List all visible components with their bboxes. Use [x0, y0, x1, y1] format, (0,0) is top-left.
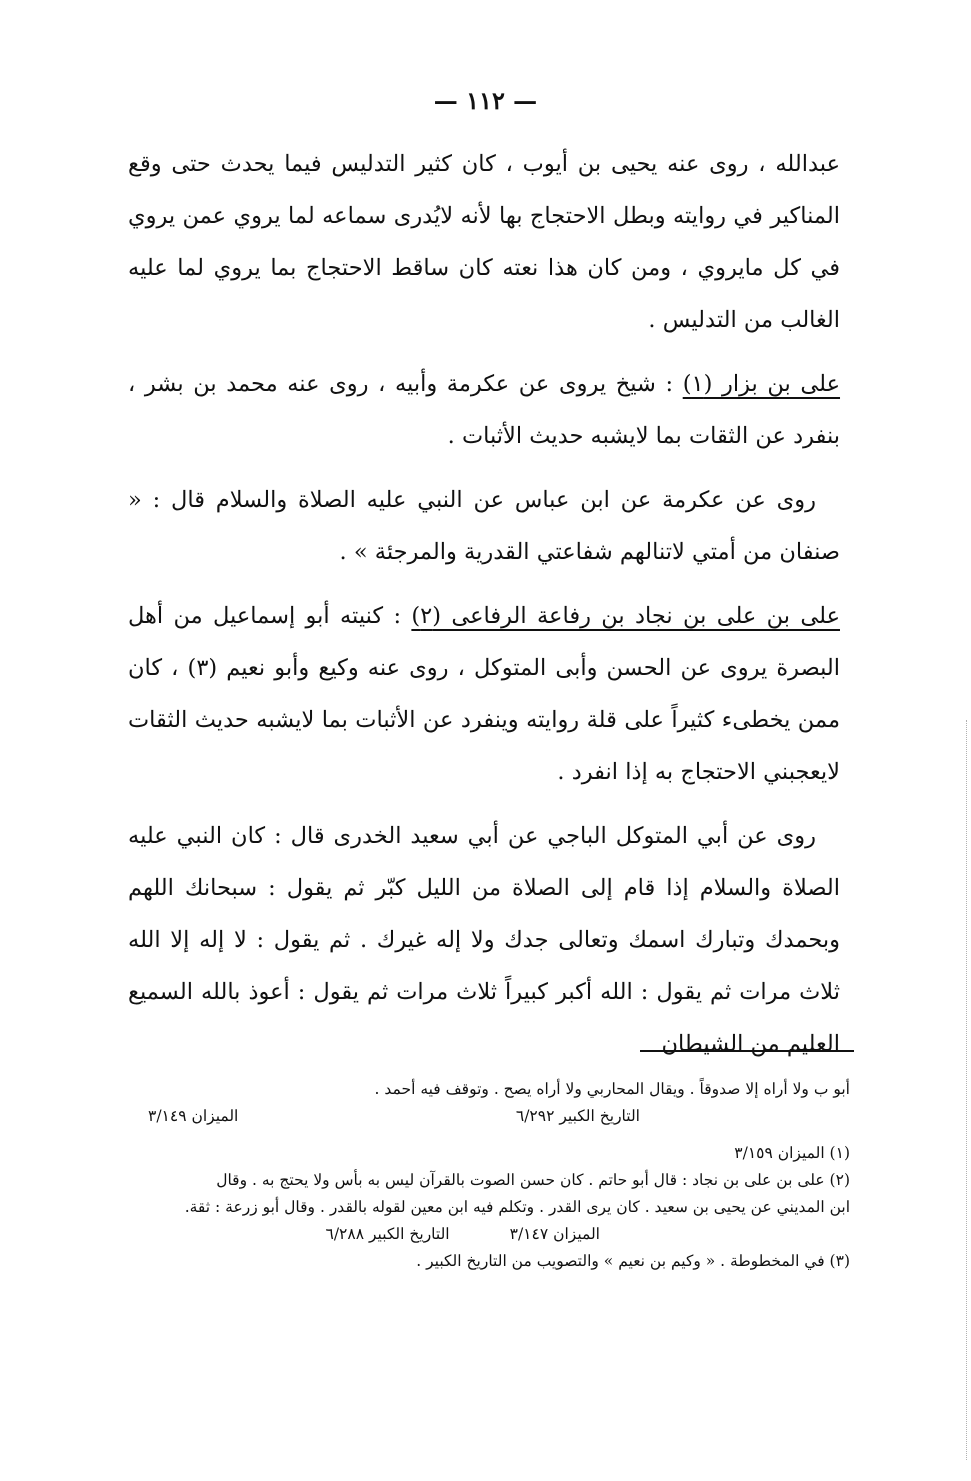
- paragraph-hadith-prayer: روى عن أبي المتوكل الباجي عن أبي سعيد الخدرى قال : كان النبي عليه الصلاة والسلام إذا قام إلى الصلاة من الليل كبّر ثم يقول : سبحانك اللهم وبحمدك وتبارك اسمك وتعالى جدك ولا إله غيرك . ثم يقول : لا إله إلا الله ثلاث مرات ثم يقول : الله أكبر كبيراً ثلاث مرات ثم يقول : أعوذ بالله السميع العليم من الشيطان: [128, 823, 840, 1057]
- footnote-divider: [640, 1050, 854, 1052]
- main-text: [128, 138, 840, 1082]
- entry-heading: على بن بزار (١): [682, 371, 841, 397]
- footnote-ref: التاريخ الكبير ٦/٢٨٨: [325, 1225, 450, 1243]
- entry-ali-bin-ali: [128, 590, 840, 798]
- footnote-1: (١) الميزان ٣/١٥٩: [734, 1144, 850, 1162]
- entry-heading: على بن على بن نجاد بن رفاعة الرفاعى (٢): [411, 603, 840, 629]
- footnote-3: (٣) في المخطوطة . « وكيم بن نعيم » والتصويب من التاريخ الكبير .: [416, 1252, 850, 1270]
- entry-continuation: بنفرد عن الثقات بما لايشبه حديث الأثبات .: [447, 423, 840, 449]
- paragraph-hadith-sinfan: روى عن عكرمة عن ابن عباس عن النبي عليه الصلاة والسلام قال : « صنفان من أمتي لاتنالهم شفاعتي القدرية والمرجئة » .: [128, 487, 840, 565]
- entry-text: : كنيته أبو إسماعيل من أهل البصرة: [128, 603, 840, 681]
- footnotes: [108, 1076, 850, 1275]
- paragraph-abdullah: عبدالله ، روى عنه يحيى بن أيوب ، كان كثير التدليس فيما يحدث حتى وقع المناكير في روايته وبطل الاحتجاج بها لأنه لايُدرى سماعه لما يروي عمن يروي في كل مايروي ، ومن كان هذا نعته كان ساقط الاحتجاج بما يروي لما عليه الغالب من التدليس .: [128, 151, 840, 333]
- footnote-2-line-2: ابن المديني عن يحيى بن سعيد . كان يرى القدر . وتكلم فيه ابن معين لقوله بالقدر . وقال أبو زرعة : ثقة.: [184, 1198, 850, 1216]
- footnote-carryover: أبو ب ولا أراه إلا صدوقاً . ويقال المحاربي ولا أراه يصح . وتوقف فيه أحمد .: [374, 1080, 850, 1098]
- footnote-carryover-refs: [108, 1103, 850, 1130]
- footnote-2-line-1: (٢) على بن على بن نجاد : قال أبو حاتم . كان حسن الصوت بالقرآن ليس به بأس ولا يحتج به . وقال: [216, 1171, 850, 1189]
- scan-edge-line: [966, 720, 967, 1460]
- footnote-ref: الميزان ٣/١٤٩: [148, 1107, 239, 1125]
- page-number: — ١١٢ —: [433, 86, 538, 115]
- footnote-2-refs: [108, 1221, 850, 1248]
- entry-ali-bin-bazzar: [128, 358, 840, 462]
- entry-text: : شيخ يروى عن عكرمة وأبيه ، روى عنه محمد بن بشر ،: [128, 371, 683, 397]
- footnote-ref: التاريخ الكبير ٦/٢٩٢: [515, 1107, 640, 1125]
- footnote-ref: الميزان ٣/١٤٧: [509, 1225, 600, 1243]
- entry-continuation: يروى عن الحسن وأبى المتوكل ، روى عنه وكيع وأبو نعيم (٣) ، كان ممن يخطىء كثيراً على قلة روايته وينفرد عن الأثبات بما لايشبه حديث الثقات لايعجبني الاحتجاج به إذا انفرد .: [128, 655, 840, 785]
